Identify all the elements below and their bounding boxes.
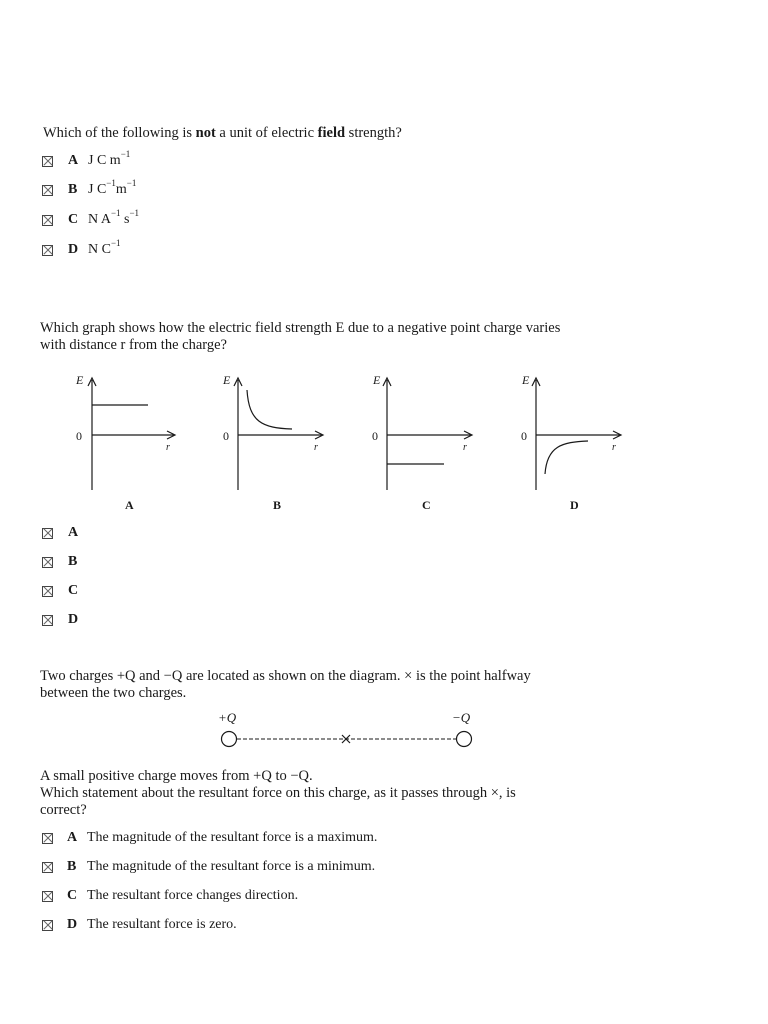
q3-option-b[interactable] [42, 858, 375, 876]
option-letter: D [67, 917, 78, 932]
checkbox-icon[interactable] [42, 156, 53, 167]
option-letter: D [68, 242, 79, 257]
q2-option-d[interactable] [42, 611, 82, 629]
q3-option-a[interactable] [42, 829, 377, 847]
graph-a-x-label: r [166, 442, 170, 453]
graph-c-y-label: E [373, 373, 381, 387]
checkbox-icon[interactable] [42, 891, 53, 902]
option-letter: C [67, 888, 78, 903]
option-unit: J C $m^{-1}$ [88, 149, 131, 168]
q1-question [43, 125, 402, 142]
graph-d-curve [545, 441, 588, 474]
option-text: The resultant force changes direction. [87, 888, 299, 903]
option-letter: D [68, 612, 79, 627]
charge-negative-label: −Q [452, 710, 471, 725]
graph-c-origin: 0 [372, 429, 378, 443]
checkbox-icon[interactable] [42, 862, 53, 873]
graph-b-origin: 0 [223, 429, 229, 443]
option-text: The magnitude of the resultant force is a minimum. [87, 859, 376, 874]
graph-b-label: B [273, 498, 282, 512]
q3-option-c[interactable] [42, 887, 298, 905]
q3-intro-line1: Two charges +Q and −Q are located as shown on the diagram. × is the point halfway [40, 668, 531, 684]
q3-question-line2: Which statement about the resultant force on this charge, as it passes through ×, is [40, 785, 516, 801]
option-letter: A [67, 830, 78, 845]
checkbox-icon[interactable] [42, 615, 53, 626]
q3-option-d[interactable] [42, 916, 237, 934]
q2-question [40, 320, 560, 354]
graph-c-label: C [422, 498, 431, 512]
option-letter: C [68, 583, 79, 598]
graph-d-y-label: E [522, 373, 530, 387]
graph-d-label: D [570, 498, 579, 512]
graph-b-x-label: r [314, 442, 318, 453]
charges-diagram [200, 705, 500, 755]
graph-d-origin: 0 [521, 429, 527, 443]
graph-a-origin: 0 [76, 429, 82, 443]
q2-question-line2: with distance r from the charge? [40, 337, 227, 353]
checkbox-icon[interactable] [42, 245, 53, 256]
checkbox-icon[interactable] [42, 528, 53, 539]
q3-question [40, 768, 516, 819]
q2-graphs [0, 360, 768, 520]
option-text: The resultant force is zero. [87, 917, 237, 932]
graph-b-curve [247, 390, 292, 429]
q1-question-pre: Which of the following is [43, 125, 196, 141]
q2-option-c[interactable] [42, 582, 82, 600]
option-letter: A [68, 525, 79, 540]
graph-b-y-label: E [223, 373, 231, 387]
q2-option-a[interactable] [42, 524, 82, 542]
checkbox-icon[interactable] [42, 920, 53, 931]
option-unit: N $A^{-1}$ $s^{-1}$ [88, 208, 140, 227]
graph-c-x-label: r [463, 442, 467, 453]
charge-negative [457, 732, 472, 747]
graph-a-label: A [125, 498, 134, 512]
q3-intro-line2: between the two charges. [40, 685, 187, 701]
option-letter: C [68, 212, 79, 227]
q1-option-a[interactable] [42, 149, 131, 170]
q1-question-mid: a unit of electric [215, 125, 318, 141]
q2-option-b[interactable] [42, 553, 82, 571]
option-text: The magnitude of the resultant force is a maximum. [87, 830, 378, 845]
q3-question-line3: correct? [40, 802, 87, 818]
option-unit: J $C^{-1}m^{-1}$ [88, 178, 137, 197]
q3-intro [40, 668, 531, 702]
q1-question-post: strength? [345, 125, 402, 141]
option-letter: B [68, 182, 78, 197]
q1-question-not: not [195, 125, 216, 141]
option-letter: B [67, 859, 77, 874]
graph-a-y-label: E [76, 373, 84, 387]
checkbox-icon[interactable] [42, 185, 53, 196]
q3-question-line1: A small positive charge moves from +Q to −Q. [40, 768, 313, 784]
q1-option-d[interactable] [42, 238, 121, 259]
q1-option-b[interactable] [42, 178, 137, 199]
q1-option-c[interactable] [42, 208, 140, 229]
graph-a-axes [88, 378, 175, 490]
checkbox-icon[interactable] [42, 215, 53, 226]
q2-question-line1: Which graph shows how the electric field strength E due to a negative point charge varies [40, 320, 561, 336]
charge-positive-label: +Q [218, 710, 237, 725]
option-letter: B [68, 554, 78, 569]
charge-positive [222, 732, 237, 747]
graph-c-axes [383, 378, 472, 490]
checkbox-icon[interactable] [42, 833, 53, 844]
option-unit: N $C^{-1}$ [88, 238, 121, 257]
q1-question-field: field [317, 125, 346, 141]
option-letter: A [68, 153, 79, 168]
checkbox-icon[interactable] [42, 557, 53, 568]
checkbox-icon[interactable] [42, 586, 53, 597]
graph-d-x-label: r [612, 442, 616, 453]
